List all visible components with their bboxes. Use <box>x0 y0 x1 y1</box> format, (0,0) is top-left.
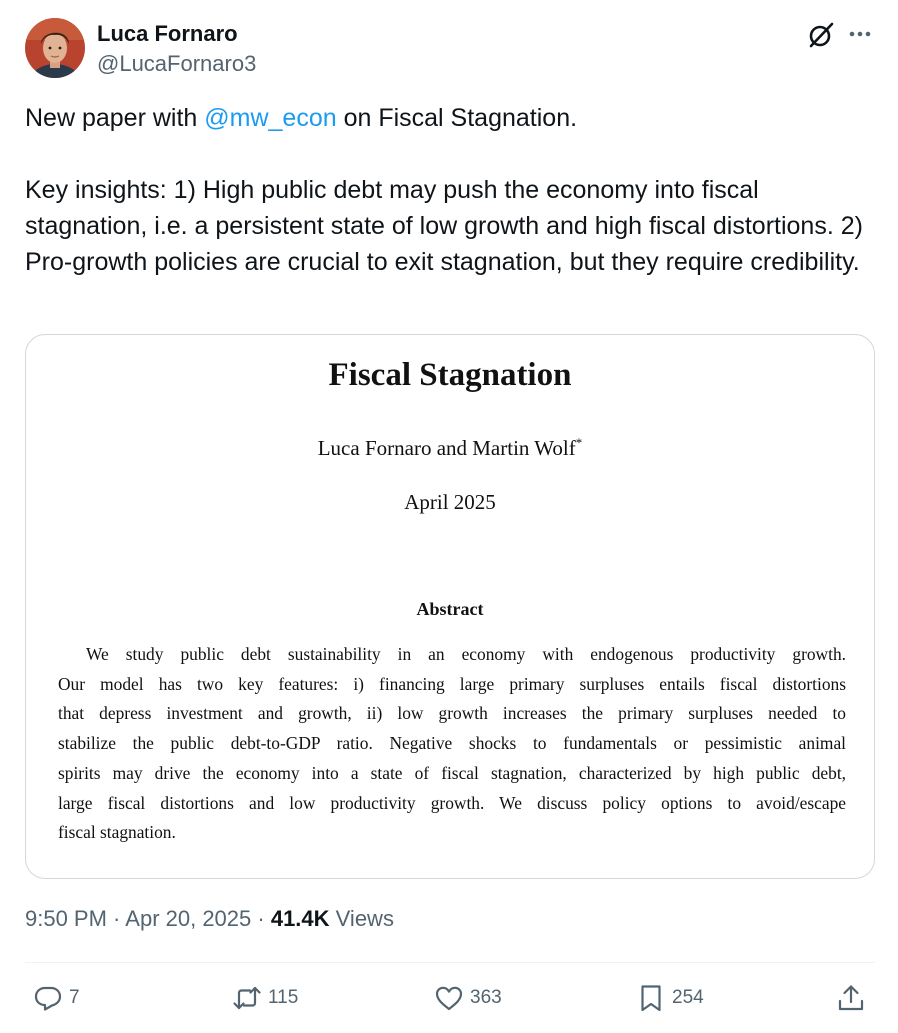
tweet-line-1-prefix: New paper with <box>25 104 205 132</box>
divider <box>25 962 875 963</box>
bookmark-button[interactable] <box>636 982 704 1014</box>
like-button[interactable] <box>434 982 502 1014</box>
paper-authors <box>26 435 874 461</box>
tweet-text <box>25 100 881 280</box>
share-icon <box>836 983 866 1013</box>
abstract-body <box>58 640 846 848</box>
abstract-line: fiscal stagnation. <box>58 822 176 843</box>
user-avatar-photo-icon <box>25 18 85 78</box>
abstract-line: spirits may drive the economy into a state of fiscal stagnation, characterized by high public debt, <box>58 762 846 783</box>
repost-icon <box>232 983 262 1013</box>
abstract-line: that depress investment and growth, ii) low growth increases the primary surpluses needed to <box>58 703 846 724</box>
meta-separator: · <box>106 906 126 931</box>
paragraph-gap <box>25 136 881 172</box>
paper-preview <box>26 335 874 878</box>
views-count: 41.4K <box>270 906 330 931</box>
tweet-meta <box>25 906 394 932</box>
tweet-time[interactable]: 9:50 PM <box>25 906 107 931</box>
share-button[interactable] <box>836 982 866 1014</box>
reply-icon <box>33 983 63 1013</box>
abstract-line: large fiscal distortions and low productivity growth. We discuss policy options to avoid/escape <box>58 792 846 813</box>
abstract-line: We study public debt sustainability in an economy with endogenous productivity growth. <box>86 644 846 664</box>
heart-icon <box>434 983 464 1013</box>
abstract-line: stabilize the public debt-to-GDP ratio. Negative shocks to fundamentals or pessimistic animal <box>58 733 846 754</box>
more-button[interactable] <box>846 20 876 50</box>
grok-button[interactable] <box>806 20 836 50</box>
grok-icon <box>806 20 836 50</box>
paper-authors-names: Luca Fornaro and Martin Wolf <box>317 436 576 460</box>
repost-button[interactable] <box>232 982 298 1014</box>
abstract-line: Our model has two key features: i) financing large primary surpluses entails fiscal distortions <box>58 673 846 694</box>
mention-link[interactable]: @mw_econ <box>204 104 337 132</box>
media-image-card[interactable] <box>25 334 875 879</box>
repost-count: 115 <box>268 987 299 1008</box>
reply-count: 7 <box>69 987 80 1008</box>
meta-separator: · <box>251 906 271 931</box>
avatar[interactable] <box>25 18 85 78</box>
abstract-heading: Abstract <box>416 599 484 619</box>
more-dots-icon <box>846 20 876 50</box>
like-count: 363 <box>470 987 502 1008</box>
bookmark-icon <box>636 983 666 1013</box>
paper-author-mark: * <box>575 435 583 450</box>
paper-title: Fiscal Stagnation <box>328 357 572 393</box>
paper-date: April 2025 <box>404 490 496 514</box>
tweet-date[interactable]: Apr 20, 2025 <box>125 906 252 931</box>
bookmark-count: 254 <box>672 987 704 1008</box>
reply-button[interactable] <box>33 982 80 1014</box>
views-label: Views <box>329 906 394 931</box>
author-handle[interactable]: @LucaFornaro3 <box>97 51 257 76</box>
tweet-line-1-suffix: on Fiscal Stagnation. <box>336 104 578 132</box>
tweet-line-1 <box>25 100 881 136</box>
tweet-paragraph-2: Key insights: 1) High public debt may push the economy into fiscal stagnation, i.e. a persistent state of low growth and high fiscal distortions. 2) Pro-growth policies are crucial to exit stagnation, but they require credibility. <box>25 176 863 276</box>
author-name[interactable]: Luca Fornaro <box>97 21 238 46</box>
